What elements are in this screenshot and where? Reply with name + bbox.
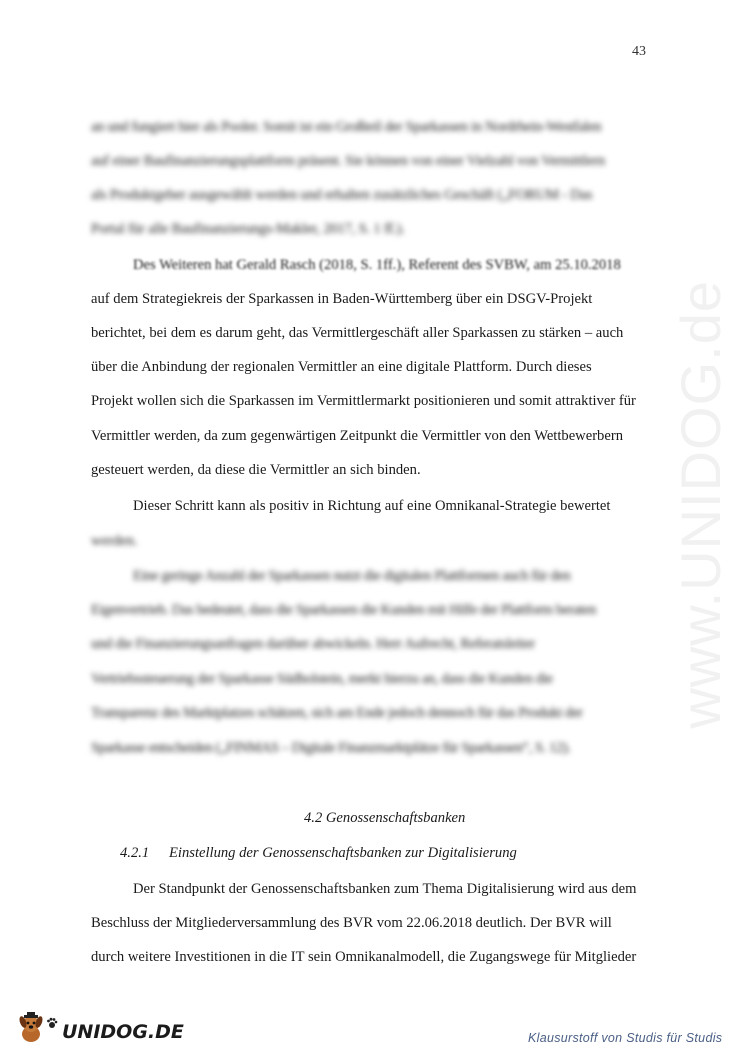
page-number: 43 [632, 44, 646, 59]
paw-icon [46, 1016, 58, 1034]
dog-icon [14, 1012, 48, 1051]
text-line: als Produktgeber ausgewählt werden und erhalten zusätzliches Geschäft („FORUM - Das [91, 187, 593, 203]
text-line: Eine geringe Anzahl der Sparkassen nutzt die digitalen Plattformen auch für den [133, 568, 571, 584]
text-line: über die Anbindung der regionalen Vermittler an eine digitale Plattform. Durch dieses [91, 359, 592, 375]
text-line: durch weitere Investitionen in die IT sein Omnikanalmodell, die Zugangswege für Mitglieder [91, 949, 637, 965]
text-line: Vermittler werden, da zum gegenwärtigen Zeitpunkt die Vermittler von den Wettbewerbern [91, 428, 623, 444]
unidog-logo [14, 1012, 184, 1051]
text-line: auf einer Baufinanzierungsplattform präsent. Sie können von einer Vielzahl von Vermittlern [91, 153, 605, 169]
text-line: an und fungiert hier als Pooler. Somit ist ein Großteil der Sparkassen in Nordrhein-Westfalen [91, 119, 602, 135]
text-line: auf dem Strategiekreis der Sparkassen in Baden-Württemberg über ein DSGV-Projekt [91, 291, 593, 307]
text-line: Beschluss der Mitgliederversammlung des BVR vom 22.06.2018 deutlich. Der BVR will [91, 915, 612, 931]
text-line: berichtet, bei dem es darum geht, das Vermittlergeschäft aller Sparkassen zu stärken – auch [91, 325, 624, 341]
text-line: Dieser Schritt kann als positiv in Richtung auf eine Omnikanal-Strategie bewertet [133, 498, 611, 514]
text-line: gesteuert werden, da diese die Vermittler an sich binden. [91, 462, 421, 478]
section-heading: 4.2 Genossenschaftsbanken [304, 810, 466, 826]
subsection-number: 4.2.1 [120, 845, 150, 861]
subsection-title: Einstellung der Genossenschaftsbanken zur Digitalisierung [169, 845, 517, 861]
text-line: Der Standpunkt der Genossenschaftsbanken zum Thema Digitalisierung wird aus dem [133, 881, 637, 897]
text-line: Eigenvertrieb. Das bedeutet, dass die Sparkassen die Kunden mit Hilfe der Plattform beraten [91, 602, 597, 618]
logo-text: UNIDOG.DE [62, 1020, 184, 1043]
text-line: Projekt wollen sich die Sparkassen im Vermittlermarkt positionieren und somit attraktiver für [91, 393, 636, 409]
footer-slogan: Klausurstoff von Studis für Studis [528, 1031, 723, 1045]
watermark: www.UNIDOG.de [669, 280, 732, 729]
text-line: werden. [91, 533, 138, 549]
text-line: Sparkasse entscheiden („FINMAS – Digitale Finanzmarktplätze für Sparkassen“, S. 12). [91, 740, 571, 756]
text-line: und die Finanzierungsanfragen darüber abwickeln. Herr Aufrecht, Referatsleiter [91, 636, 535, 652]
text-line: Transparenz des Marktplatzes schätzen, sich am Ende jedoch dennoch für das Produkt der [91, 705, 583, 721]
text-line: Vertriebssteuerung der Sparkasse Südholstein, merkt hierzu an, dass die Kunden die [91, 671, 553, 687]
text-line: Des Weiteren hat Gerald Rasch (2018, S. 1ff.), Referent des SVBW, am 25.10.2018 [133, 257, 621, 273]
text-line: Portal für alle Baufinanzierungs-Makler, 2017, S. 1 ff.). [91, 221, 405, 237]
